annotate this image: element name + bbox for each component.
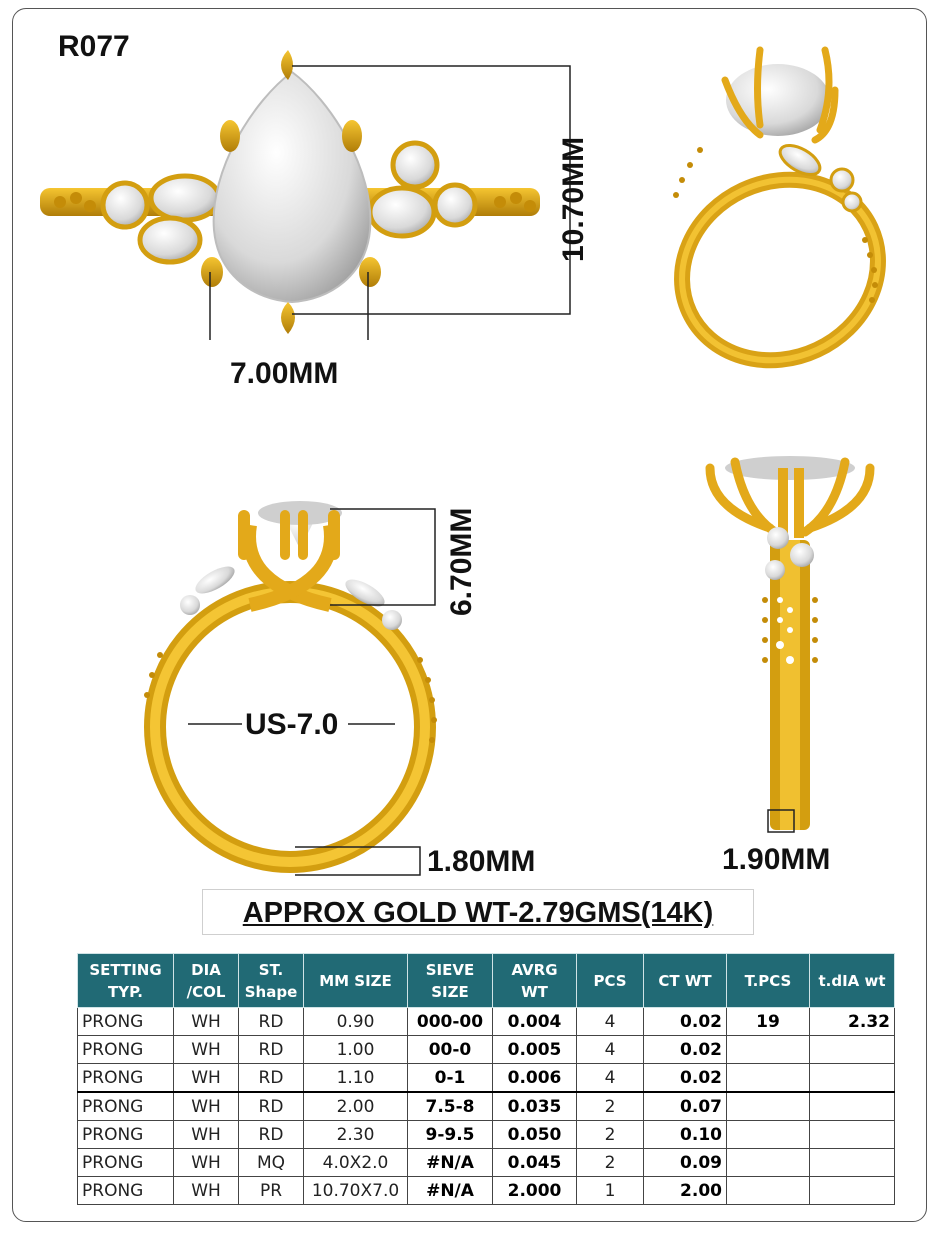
- table-cell: 2.000: [493, 1177, 577, 1205]
- table-cell: RD: [239, 1092, 304, 1121]
- table-cell: [727, 1064, 810, 1093]
- table-cell: [810, 1177, 895, 1205]
- table-cell: 4: [577, 1008, 644, 1036]
- table-cell: [810, 1036, 895, 1064]
- table-row: [78, 1092, 895, 1121]
- table-cell: [727, 1177, 810, 1205]
- stone-spec-table: [77, 953, 895, 1205]
- table-cell: 2: [577, 1092, 644, 1121]
- table-cell: 4: [577, 1036, 644, 1064]
- table-cell: PRONG: [78, 1177, 174, 1205]
- col-header-dia-col: DIA /COL: [174, 954, 239, 1008]
- table-row: [78, 1121, 895, 1149]
- table-cell: 10.70X7.0: [304, 1177, 408, 1205]
- table-cell: [727, 1092, 810, 1121]
- table-row: [78, 1149, 895, 1177]
- table-cell: 0.07: [644, 1092, 727, 1121]
- table-cell: PR: [239, 1177, 304, 1205]
- table-cell: 2.00: [644, 1177, 727, 1205]
- table-cell: 2.00: [304, 1092, 408, 1121]
- table-cell: [810, 1092, 895, 1121]
- table-cell: WH: [174, 1149, 239, 1177]
- table-cell: WH: [174, 1092, 239, 1121]
- product-code: R077: [58, 30, 130, 63]
- table-cell: 7.5-8: [408, 1092, 493, 1121]
- table-cell: 19: [727, 1008, 810, 1036]
- table-cell: 0.004: [493, 1008, 577, 1036]
- table-cell: [727, 1036, 810, 1064]
- table-cell: WH: [174, 1064, 239, 1093]
- table-row: [78, 1008, 895, 1036]
- table-cell: 1.10: [304, 1064, 408, 1093]
- table-cell: 1.00: [304, 1036, 408, 1064]
- table-cell: 0-1: [408, 1064, 493, 1093]
- table-cell: WH: [174, 1177, 239, 1205]
- table-cell: 9-9.5: [408, 1121, 493, 1149]
- angle-view-illustration: [660, 40, 910, 370]
- table-row: [78, 1036, 895, 1064]
- col-header-total-dia-wt: t.dIA wt: [810, 954, 895, 1008]
- col-header-avrg-wt: AVRG WT: [493, 954, 577, 1008]
- table-cell: RD: [239, 1036, 304, 1064]
- table-cell: RD: [239, 1121, 304, 1149]
- top-view-illustration: [30, 40, 590, 340]
- table-cell: 0.005: [493, 1036, 577, 1064]
- col-header-total-pcs: T.PCS: [727, 954, 810, 1008]
- col-header-shape: ST. Shape: [239, 954, 304, 1008]
- table-cell: RD: [239, 1008, 304, 1036]
- col-header-setting: SETTING TYP.: [78, 954, 174, 1008]
- table-cell: 0.09: [644, 1149, 727, 1177]
- width-dimension-label: 7.00MM: [230, 357, 339, 390]
- table-cell: PRONG: [78, 1092, 174, 1121]
- table-cell: 0.045: [493, 1149, 577, 1177]
- table-cell: 0.035: [493, 1092, 577, 1121]
- table-cell: 00-0: [408, 1036, 493, 1064]
- table-cell: 2: [577, 1121, 644, 1149]
- table-cell: WH: [174, 1121, 239, 1149]
- table-cell: MQ: [239, 1149, 304, 1177]
- table-cell: PRONG: [78, 1149, 174, 1177]
- ring-size-label: US-7.0: [245, 708, 339, 741]
- table-cell: 2.32: [810, 1008, 895, 1036]
- table-cell: 0.02: [644, 1064, 727, 1093]
- table-cell: [810, 1149, 895, 1177]
- col-header-sieve: SIEVE SIZE: [408, 954, 493, 1008]
- col-header-mm-size: MM SIZE: [304, 954, 408, 1008]
- table-cell: 0.006: [493, 1064, 577, 1093]
- table-cell: PRONG: [78, 1121, 174, 1149]
- table-cell: PRONG: [78, 1064, 174, 1093]
- table-cell: 0.050: [493, 1121, 577, 1149]
- front-view-illustration: [130, 495, 470, 880]
- table-row: [78, 1177, 895, 1205]
- table-header-row: [78, 954, 895, 1008]
- table-cell: PRONG: [78, 1008, 174, 1036]
- table-cell: 0.02: [644, 1036, 727, 1064]
- height-dimension-label: 6.70MM: [445, 507, 478, 616]
- table-cell: PRONG: [78, 1036, 174, 1064]
- table-cell: 4: [577, 1064, 644, 1093]
- table-cell: 4.0X2.0: [304, 1149, 408, 1177]
- col-header-ct-wt: CT WT: [644, 954, 727, 1008]
- table-cell: [727, 1121, 810, 1149]
- table-cell: [727, 1149, 810, 1177]
- gold-weight-title: APPROX GOLD WT-2.79GMS(14K): [202, 889, 754, 935]
- table-cell: 1: [577, 1177, 644, 1205]
- band-thickness-label: 1.80MM: [427, 845, 536, 878]
- col-header-pcs: PCS: [577, 954, 644, 1008]
- table-cell: 2.30: [304, 1121, 408, 1149]
- length-dimension-label: 10.70MM: [557, 136, 590, 262]
- table-cell: 0.90: [304, 1008, 408, 1036]
- table-cell: [810, 1064, 895, 1093]
- table-cell: WH: [174, 1036, 239, 1064]
- side-view-illustration: [690, 450, 890, 840]
- table-cell: 2: [577, 1149, 644, 1177]
- table-row: [78, 1064, 895, 1093]
- table-cell: WH: [174, 1008, 239, 1036]
- table-cell: 0.02: [644, 1008, 727, 1036]
- table-cell: #N/A: [408, 1149, 493, 1177]
- table-cell: 000-00: [408, 1008, 493, 1036]
- table-cell: #N/A: [408, 1177, 493, 1205]
- band-width-label: 1.90MM: [722, 843, 831, 876]
- table-cell: RD: [239, 1064, 304, 1093]
- table-cell: 0.10: [644, 1121, 727, 1149]
- table-cell: [810, 1121, 895, 1149]
